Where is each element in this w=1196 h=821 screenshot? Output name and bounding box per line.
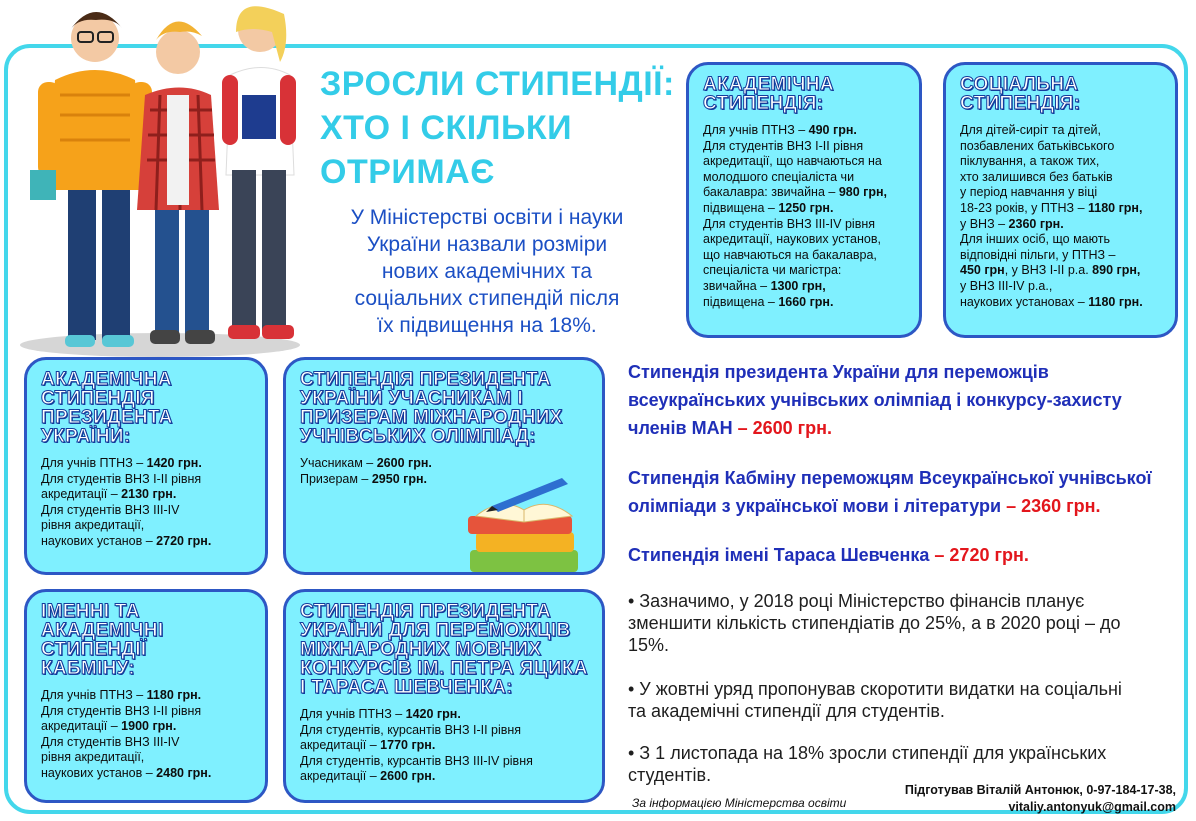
card-text: наукових установ – — [41, 765, 157, 780]
card-text: Для дітей-сиріт та дітей, — [960, 123, 1101, 137]
author-line: Підготував Віталій Антонюк, 0-97-184-17-38, — [904, 783, 1176, 797]
bullet-line: • Зазначимо, у 2018 році Міністерство фінансів планує — [628, 591, 1085, 611]
card-line — [703, 154, 905, 170]
card-line — [300, 754, 588, 770]
card-amount: 1180 грн. — [1088, 294, 1143, 309]
card-title-line: АКАДЕМІЧНА — [41, 369, 172, 390]
card-line — [41, 766, 251, 782]
intro-line: України назвали розміри — [366, 233, 608, 256]
bullet-line: • У жовтні уряд пропонував скоротити видатки на соціальні — [628, 679, 1122, 699]
card-text: акредитації – — [41, 487, 122, 502]
card-title-line: УКРАЇНИ ДЛЯ ПЕРЕМОЖЦІВ — [300, 620, 571, 641]
president-academic-card — [24, 357, 268, 575]
card-text: Учасникам – — [300, 456, 377, 470]
card-text: спеціаліста чи магістра: — [703, 263, 842, 278]
intro-text — [322, 204, 652, 339]
card-text: наукових установах – — [960, 294, 1089, 309]
card-amount: 1420 грн. — [146, 456, 202, 470]
card-text: акредитації, наукових установ, — [703, 232, 881, 247]
card-text: акредитації – — [41, 719, 122, 734]
stipend-line: олімпіади з української мови і літератури — [628, 496, 1007, 516]
card-text: у ВНЗ – — [960, 216, 1009, 231]
card-line — [41, 719, 251, 735]
card-amount: 1300 грн, — [770, 278, 826, 293]
card-text: у період навчання у віці — [960, 185, 1098, 200]
intro-line: У Міністерстві освіти і науки — [350, 206, 624, 229]
card-line — [703, 248, 905, 264]
card-amount: 2600 грн. — [376, 456, 432, 470]
stipend-line-with-amount — [628, 541, 1168, 569]
card-line — [960, 217, 1161, 233]
stipend-amount: – 2360 грн. — [1006, 496, 1101, 516]
bullet-line: та академічні стипендії для студентів. — [628, 701, 945, 721]
card-text: , у ВНЗ І-ІІ р.а. — [1004, 263, 1093, 278]
card-line — [41, 518, 251, 534]
card-text: Для студентів ВНЗ ІІІ-IV — [41, 734, 180, 749]
card-text: рівня акредитації, — [41, 518, 145, 533]
card-line — [703, 201, 905, 217]
main-title — [320, 62, 680, 194]
card-text: акредитації – — [300, 738, 381, 753]
stipend-line: Стипендія імені Тараса Шевченка — [628, 545, 935, 565]
card-text: акредитації, що навчаються на — [703, 154, 882, 169]
card-line — [703, 170, 905, 186]
card-line — [960, 123, 1161, 139]
card-amount: 450 грн — [960, 263, 1005, 278]
card-title — [960, 75, 1161, 113]
card-line — [960, 201, 1161, 217]
main-title-line: ХТО І СКІЛЬКИ — [320, 109, 573, 147]
card-line — [703, 263, 905, 279]
card-text: піклування, а також тих, — [960, 154, 1100, 169]
card-title-line: СТИПЕНДІЯ: — [703, 93, 824, 114]
stipend-cabinet-winners — [628, 464, 1168, 520]
card-line — [960, 232, 1161, 248]
card-text: Для учнів ПТНЗ – — [41, 456, 147, 470]
bullet-line: 15%. — [628, 635, 670, 655]
card-line — [960, 154, 1161, 170]
card-line — [960, 248, 1161, 264]
card-amount: 2720 грн. — [156, 533, 212, 548]
card-text: Для студентів ВНЗ І-ІІ рівня — [41, 471, 202, 486]
card-title-line: ІМЕННІ ТА — [41, 601, 140, 622]
card-title-line: КАБМІНУ: — [41, 658, 135, 679]
card-text: Для студентів, курсантів ВНЗ ІІІ-IV рівня — [300, 753, 533, 768]
card-title — [300, 370, 588, 446]
card-title — [703, 75, 905, 113]
cabinet-named-card — [24, 589, 268, 803]
card-text: наукових установ – — [41, 533, 157, 548]
card-title-line: ПРИЗЕРАМ МІЖНАРОДНИХ — [300, 407, 563, 428]
card-text: Для учнів ПТНЗ – — [703, 123, 809, 137]
card-title-line: СОЦІАЛЬНА — [960, 74, 1079, 95]
card-amount: 1770 грн. — [380, 738, 436, 753]
card-title-line: СТИПЕНДІЯ: — [960, 93, 1081, 114]
card-text: бакалавра: звичайна – — [703, 185, 839, 200]
card-text: молодшого спеціаліста чи — [703, 169, 855, 184]
card-line — [960, 263, 1161, 279]
card-amount: 1660 грн. — [778, 294, 834, 309]
card-text: хто залишився без батьків — [960, 169, 1113, 184]
card-text: відповідні пільги, у ПТНЗ – — [960, 247, 1116, 262]
bullet-october-cut — [628, 678, 1158, 722]
bullet-line: зменшити кількість стипендіатів до 25%, а в 2020 році – до — [628, 613, 1121, 633]
stipend-amount: – 2600 грн. — [737, 418, 833, 438]
card-amount: 2480 грн. — [156, 765, 212, 780]
card-text: підвищена – — [703, 294, 779, 309]
card-amount: 890 грн, — [1092, 263, 1141, 278]
main-title-line: ОТРИМАЄ — [320, 153, 495, 191]
card-text: позбавлених батьківського — [960, 138, 1115, 153]
card-line — [41, 750, 251, 766]
students-illustration — [10, 0, 310, 360]
card-text: звичайна – — [703, 278, 771, 293]
card-title-line: СТИПЕНДІЯ ПРЕЗИДЕНТА — [300, 601, 551, 622]
card-line — [300, 707, 588, 723]
card-text: Для студентів, курсантів ВНЗ І-ІІ рівня — [300, 722, 522, 737]
card-line — [703, 185, 905, 201]
stipend-line: всеукраїнських учнівських олімпіад і конкурсу-захисту — [628, 390, 1122, 410]
card-text: Для учнів ПТНЗ – — [41, 688, 147, 702]
card-amount: 1180 грн, — [1088, 200, 1143, 215]
card-amount: 490 грн. — [808, 123, 857, 137]
card-title-line: УКРАЇНИ: — [41, 426, 131, 447]
card-title-line: СТИПЕНДІЯ — [41, 388, 155, 409]
bullet-finance-ministry — [628, 590, 1158, 656]
card-text: Для студентів ВНЗ ІІІ-IV — [41, 502, 180, 517]
card-title-line: УЧНІВСЬКИХ ОЛІМПІАД: — [300, 426, 536, 447]
card-line — [41, 472, 251, 488]
card-line — [300, 723, 588, 739]
card-line — [703, 295, 905, 311]
card-title-line: УКРАЇНИ УЧАСНИКАМ І — [300, 388, 523, 409]
card-amount: 2360 грн. — [1008, 216, 1064, 231]
stipend-line: членів МАН — [628, 418, 738, 438]
card-amount: 2600 грн. — [380, 769, 436, 784]
card-text: Для студентів ВНЗ І-ІІ рівня — [703, 138, 864, 153]
card-line — [300, 769, 588, 785]
card-body — [960, 123, 1161, 310]
card-line — [960, 295, 1161, 311]
card-title — [41, 370, 251, 446]
card-title-line: СТИПЕНДІЇ — [41, 639, 147, 660]
bullet-line: студентів. — [628, 765, 712, 785]
card-line — [703, 232, 905, 248]
card-line — [703, 217, 905, 233]
card-amount: 1420 грн. — [405, 707, 461, 721]
stipend-amount: – 2720 грн. — [934, 545, 1029, 565]
card-title — [41, 602, 251, 678]
card-line — [300, 738, 588, 754]
card-text: що навчаються на бакалавра, — [703, 247, 877, 262]
card-line — [703, 279, 905, 295]
card-line — [960, 185, 1161, 201]
card-body — [703, 123, 905, 310]
student-1-figure — [30, 12, 152, 347]
card-text: Призерам – — [300, 471, 372, 486]
card-amount: 1900 грн. — [121, 719, 177, 734]
card-line — [960, 170, 1161, 186]
card-line — [41, 704, 251, 720]
author-email[interactable]: vitaliy.antonyuk@gmail.com — [1008, 800, 1176, 814]
author-credit — [905, 782, 1176, 816]
card-body — [300, 707, 588, 785]
card-text: підвищена – — [703, 200, 779, 215]
card-body — [41, 456, 251, 550]
card-amount: 2130 грн. — [121, 487, 177, 502]
card-text: 18-23 років, у ПТНЗ – — [960, 200, 1088, 215]
card-text: Для студентів ВНЗ ІІІ-IV рівня — [703, 216, 876, 231]
card-title-line: КОНКУРСІВ ІМ. ПЕТРА ЯЦИКА — [300, 658, 588, 679]
card-title-line: І ТАРАСА ШЕВЧЕНКА: — [300, 677, 513, 698]
stipend-shevchenko — [628, 541, 1168, 569]
card-line — [41, 688, 251, 704]
bullet-november-raise — [628, 742, 1158, 786]
card-title-line: АКАДЕМІЧНА — [703, 74, 834, 95]
card-title-line: МІЖНАРОДНИХ МОВНИХ — [300, 639, 542, 660]
card-title-line: СТИПЕНДІЯ ПРЕЗИДЕНТА — [300, 369, 551, 390]
president-language-card — [283, 589, 605, 803]
card-text: рівня акредитації, — [41, 750, 145, 765]
card-line — [41, 735, 251, 751]
student-3-figure — [222, 6, 296, 339]
stipend-line: Стипендія Кабміну переможцям Всеукраїнської учнівської — [628, 468, 1152, 488]
stipend-line-with-amount — [628, 414, 1168, 442]
stipend-line-with-amount — [628, 492, 1168, 520]
academic-stipend-card — [686, 62, 922, 338]
student-2-figure — [137, 21, 219, 344]
card-text: Для учнів ПТНЗ – — [300, 707, 406, 721]
card-line — [703, 123, 905, 139]
card-line — [703, 139, 905, 155]
card-amount: 1180 грн. — [146, 688, 202, 702]
card-title-line: ПРЕЗИДЕНТА — [41, 407, 173, 428]
intro-line: соціальних стипендій після — [354, 287, 620, 310]
card-amount: 2950 грн. — [371, 471, 428, 486]
card-text: акредитації – — [300, 769, 381, 784]
card-line — [960, 279, 1161, 295]
card-line — [41, 503, 251, 519]
card-amount: 980 грн, — [838, 185, 888, 200]
source-note: За інформацією Міністерства освіти — [632, 796, 847, 810]
card-body — [41, 688, 251, 782]
stipend-president-winners — [628, 358, 1168, 442]
card-title — [300, 602, 588, 697]
intro-line: їх підвищення на 18%. — [377, 314, 597, 337]
card-line — [41, 487, 251, 503]
card-amount: 1250 грн. — [778, 200, 834, 215]
card-title-line: АКАДЕМІЧНІ — [41, 620, 164, 641]
card-line — [41, 534, 251, 550]
stipend-line: Стипендія президента України для переможців — [628, 362, 1049, 382]
social-stipend-card — [943, 62, 1178, 338]
card-text: у ВНЗ ІІІ-IV р.а., — [960, 278, 1053, 293]
intro-line: нових академічних та — [381, 260, 593, 283]
card-line — [41, 456, 251, 472]
bullet-line: • З 1 листопада на 18% зросли стипендії для українських — [628, 743, 1107, 763]
card-text: Для інших осіб, що мають — [960, 232, 1110, 247]
books-illustration — [462, 470, 586, 578]
card-line — [960, 139, 1161, 155]
card-text: Для студентів ВНЗ І-ІІ рівня — [41, 703, 202, 718]
main-title-line: ЗРОСЛИ СТИПЕНДІЇ: — [320, 65, 675, 103]
